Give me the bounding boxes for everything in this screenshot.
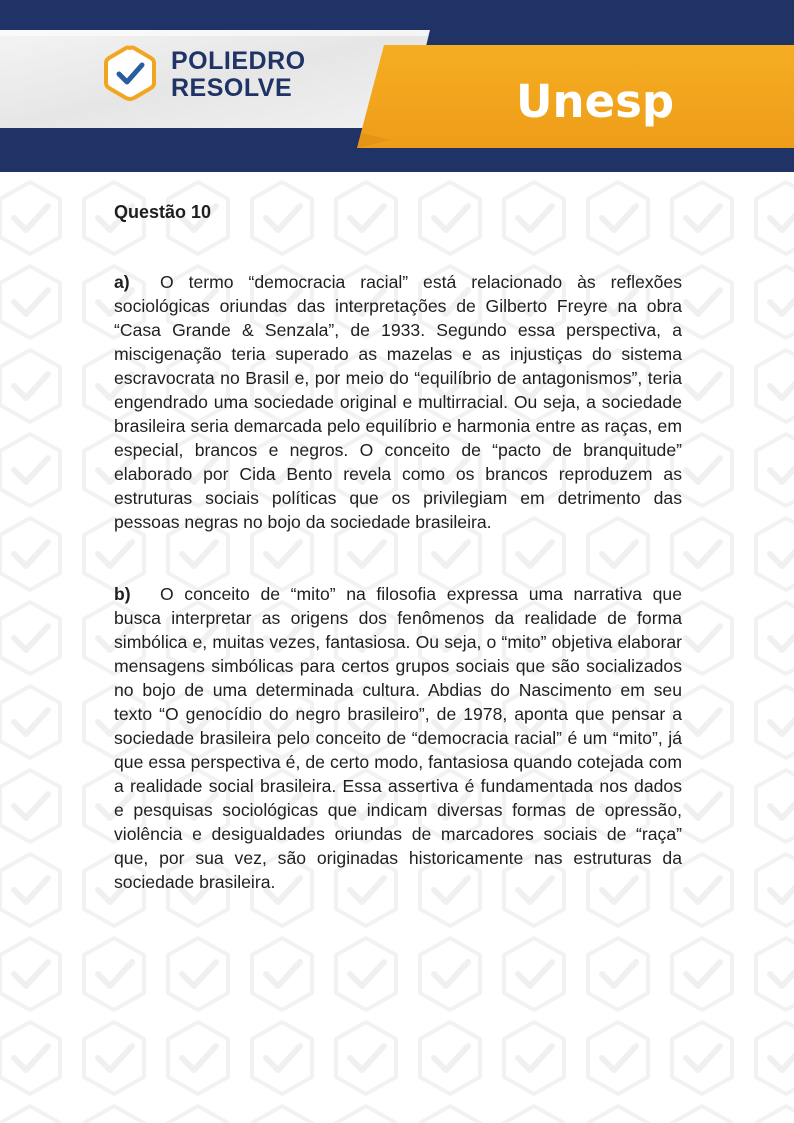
logo-line1: POLIEDRO xyxy=(171,47,306,75)
exam-name: Unesp xyxy=(516,75,675,128)
part-a-label: a) xyxy=(114,272,130,292)
question-content xyxy=(114,200,682,894)
part-b-label: b) xyxy=(114,584,131,604)
part-b-text: O conceito de “mito” na filosofia expressa uma narrativa que busca interpretar as origens dos fenômenos da realidade de forma simbólica e, muitas vezes, fantasiosa. Ou seja, o “mito” objetiva elaborar mensagens simbólicas para certos grupos sociais que são socializados no bojo de uma determinada cultura. Abdias do Nascimento em seu texto “O genocídio do negro brasileiro”, de 1978, aponta que pensar a sociedade brasileira pelo conceito de “democracia racial” é um “mito”, já que essa perspectiva é, de certo modo, fantasiosa quando cotejada com a realidade social brasileira. Essa assertiva é fundamentada nos dados e pesquisas sociológicas que indicam diversas formas de opressão, violência e desigualdades oriundas de marcadores sociais de “raça” que, por sua vez, são originadas historicamente nas estruturas da sociedade brasileira. xyxy=(114,584,682,892)
answer-part-b xyxy=(114,582,682,894)
logo-line2: RESOLVE xyxy=(171,74,293,102)
question-title: Questão 10 xyxy=(114,202,212,222)
part-a-text: O termo “democracia racial” está relacionado às reflexões sociológicas oriundas das interpretações de Gilberto Freyre na obra “Casa Grande & Senzala”, de 1933. Segundo essa perspectiva, a miscigenação teria superado as mazelas e as injustiças do sistema escravocrata no Brasil e, por meio do “equilíbrio de antagonismos”, teria engendrado uma sociedade original e multirracial. Ou seja, a sociedade brasileira seria demarcada pelo equilíbrio e harmonia entre as raças, em especial, brancos e negros. O conceito de “pacto de branquitude” elaborado por Cida Bento revela como os brancos reproduzem as estruturas sociais políticas que os privilegiam em detrimento das pessoas negras no bojo da sociedade brasileira. xyxy=(114,272,682,532)
answer-part-a xyxy=(114,270,682,534)
check-badge-icon xyxy=(101,44,159,102)
